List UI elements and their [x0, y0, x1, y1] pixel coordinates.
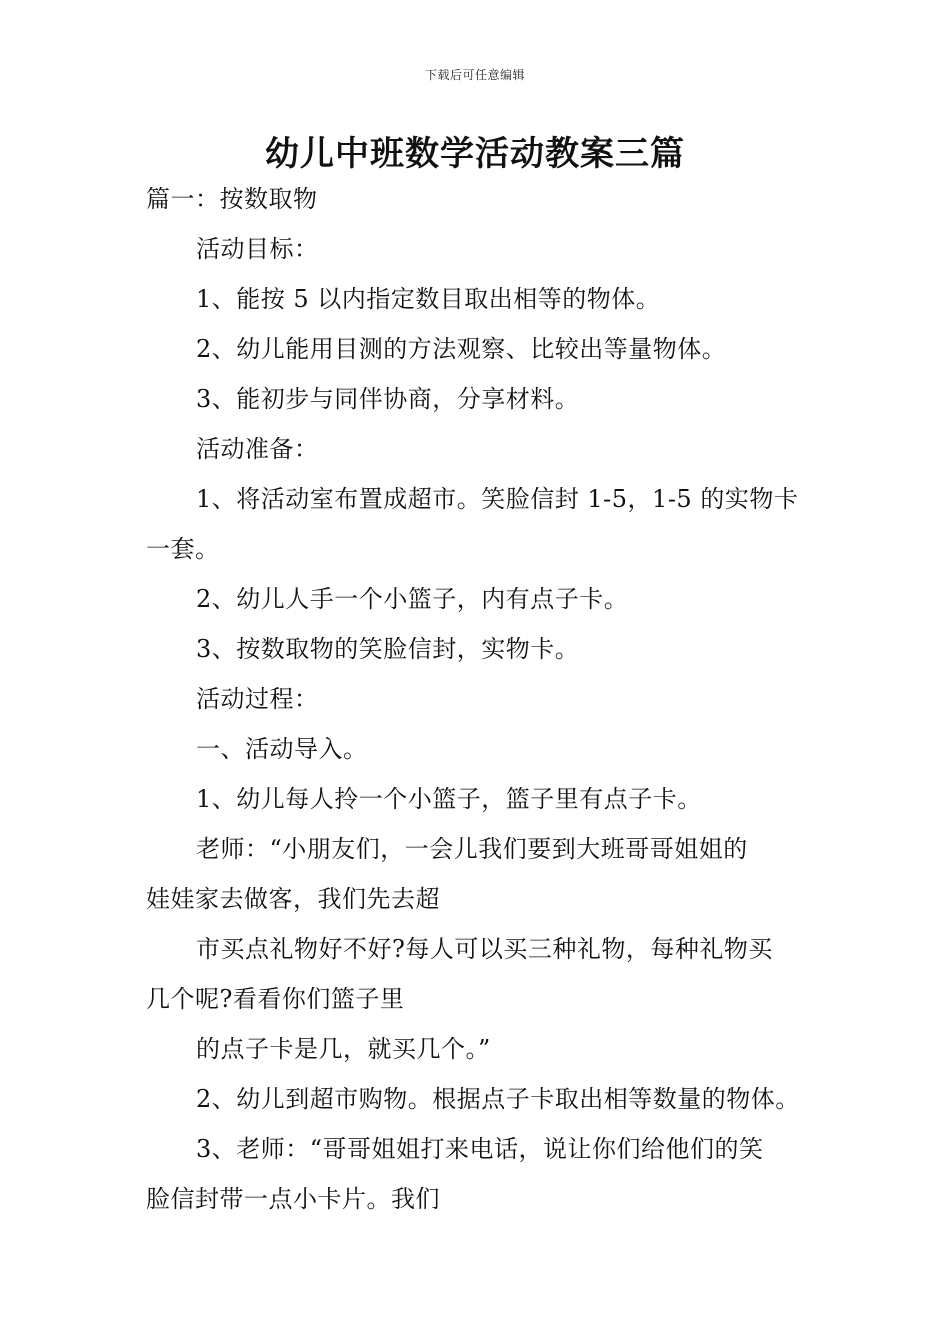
paragraph-line: 1、将活动室布置成超市。笑脸信封 1-5，1-5 的实物卡 [196, 485, 799, 513]
paragraph-line: 2、幼儿到超市购物。根据点子卡取出相等数量的物体。 [196, 1085, 800, 1113]
subheading-preparation: 活动准备： [196, 435, 319, 463]
paragraph-line: 1、能按 5 以内指定数目取出相等的物体。 [196, 285, 661, 313]
document-title: 幼儿中班数学活动教案三篇 [265, 134, 685, 174]
paragraph-line: 一、活动导入。 [196, 735, 368, 763]
section-heading: 篇一：按数取物 [146, 185, 318, 213]
paragraph-line: 3、老师：“哥哥姐姐打来电话，说让你们给他们的笑 [196, 1135, 764, 1163]
paragraph-line: 1、幼儿每人拎一个小篮子，篮子里有点子卡。 [196, 785, 702, 813]
subheading-process: 活动过程： [196, 685, 319, 713]
paragraph-line: 一套。 [146, 535, 220, 563]
paragraph-line: 2、幼儿人手一个小篮子，内有点子卡。 [196, 585, 629, 613]
paragraph-line: 3、按数取物的笑脸信封，实物卡。 [196, 635, 580, 663]
header-note: 下载后可任意编辑 [424, 68, 525, 82]
paragraph-line: 2、幼儿能用目测的方法观察、比较出等量物体。 [196, 335, 727, 363]
paragraph-line: 3、能初步与同伴协商，分享材料。 [196, 385, 580, 413]
paragraph-line: 老师：“小朋友们，一会儿我们要到大班哥哥姐姐的 [196, 835, 748, 863]
paragraph-line: 市买点礼物好不好?每人可以买三种礼物，每种礼物买 [196, 935, 773, 963]
paragraph-line: 脸信封带一点小卡片。我们 [146, 1185, 440, 1213]
paragraph-line: 的点子卡是几，就买几个。” [196, 1035, 491, 1063]
paragraph-line: 几个呢?看看你们篮子里 [146, 985, 405, 1013]
subheading-goals: 活动目标： [196, 235, 319, 263]
paragraph-line: 娃娃家去做客，我们先去超 [146, 885, 440, 913]
